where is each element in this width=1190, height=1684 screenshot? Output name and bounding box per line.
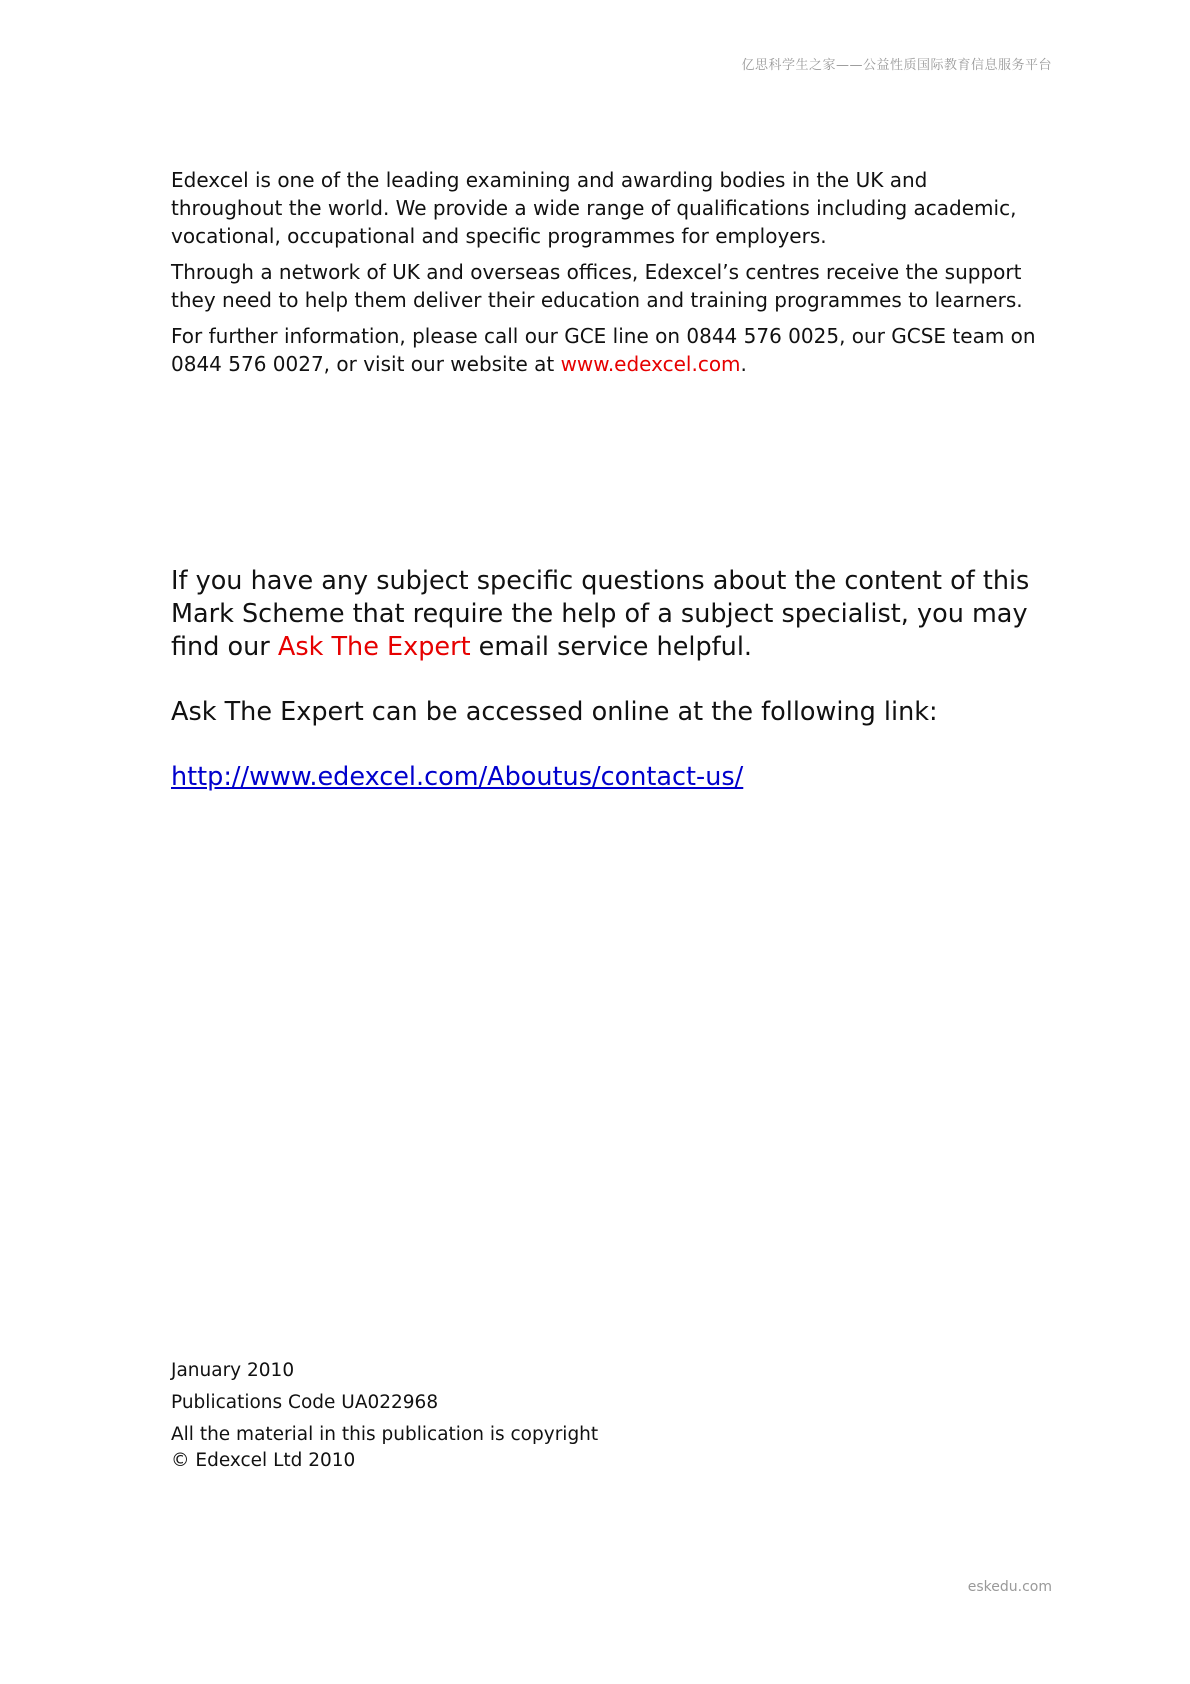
publication-info <box>171 1358 598 1480</box>
expert-url-line <box>171 761 1051 794</box>
contact-us-url-link[interactable]: http://www.edexcel.com/Aboutus/contact-us/ <box>171 762 744 792</box>
expert-paragraph <box>171 565 1051 664</box>
header-watermark: 亿思科学生之家——公益性质国际教育信息服务平台 <box>741 58 1052 73</box>
copyright-line-1: All the material in this publication is copyright <box>171 1424 599 1445</box>
ask-the-expert-section <box>171 565 1051 826</box>
website-link[interactable]: www.edexcel.com <box>560 352 741 376</box>
intro-paragraph-3-text: For further information, please call our GCE line on 0844 576 0025, our GCSE team on 0844 576 0027, or visit our website at <box>171 324 1036 376</box>
intro-section <box>171 166 1041 386</box>
footer-watermark: eskedu.com <box>967 1579 1052 1595</box>
publication-code: Publications Code UA022968 <box>171 1392 439 1413</box>
ask-the-expert-link[interactable]: Ask The Expert <box>277 632 471 662</box>
copyright-line-2: © Edexcel Ltd 2010 <box>171 1450 356 1471</box>
intro-paragraph-3 <box>171 322 1041 378</box>
intro-paragraph-3-end: . <box>740 352 747 376</box>
intro-paragraph-2: Through a network of UK and overseas offices, Edexcel’s centres receive the support they need to help them deliver their education and training programmes to learners. <box>171 260 1023 312</box>
expert-paragraph-end: email service helpful. <box>470 632 753 662</box>
intro-paragraph-1: Edexcel is one of the leading examining and awarding bodies in the UK and throughout the world. We provide a wide range of qualifications including academic, vocational, occupational and specific programmes for employers. <box>171 168 1017 248</box>
copyright-notice <box>171 1422 598 1474</box>
expert-access-line: Ask The Expert can be accessed online at the following link: <box>171 697 938 727</box>
publication-date: January 2010 <box>171 1360 295 1381</box>
expert-paragraph-text: If you have any subject specific questions about the content of this Mark Scheme that require the help of a subject specialist, you may find our <box>171 566 1030 662</box>
